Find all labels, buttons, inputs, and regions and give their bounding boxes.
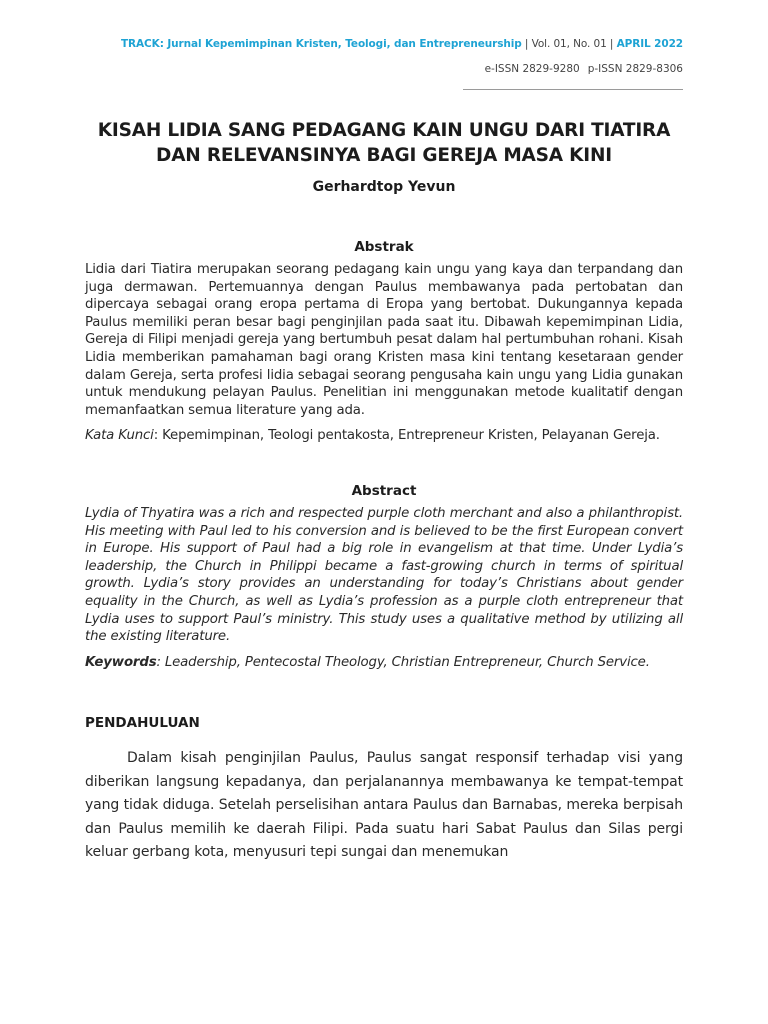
abstrak-keywords-label: Kata Kunci <box>85 428 154 444</box>
header-separator: | <box>524 38 529 50</box>
eissn: e-ISSN 2829-9280 <box>484 63 580 75</box>
abstract-keywords-label: Keywords <box>85 654 157 670</box>
abstract-keywords <box>85 654 683 672</box>
abstrak-heading: Abstrak <box>354 239 414 255</box>
abstrak-keywords <box>85 427 683 445</box>
journal-volume: Vol. 01, No. 01 <box>531 38 607 50</box>
issn-line <box>485 63 683 75</box>
article-content <box>85 118 683 865</box>
introduction-text: Dalam kisah penginjilan Paulus, Paulus sangat responsif terhadap visi yang diberikan langsung kepadanya, dan perjalanannya membawanya ke tempat-tempat yang tidak diduga. Setelah perselisihan antara Paulus dan Barnabas, mereka berpisah dan Paulus memilih ke daerah Filipi. Pada suatu hari Sabat Paulus dan Silas pergi keluar gerbang kota, menyusuri tepi sungai dan menemukan <box>85 750 683 861</box>
abstract-text: Lydia of Thyatira was a rich and respected purple cloth merchant and also a philanthropist. His meeting with Paul led to his conversion and is believed to be the first European convert in Europe. His support of Paul had a big role in evangelism at that time. Under Lydia’s leadership, the Church in Philippi became a fast-growing church in terms of spiritual growth. Lydia’s story provides an understanding for today’s Christians about gender equality in the Church, as well as Lydia’s profession as a purple cloth entrepreneur that Lydia uses to support Paul’s ministry. This study uses a qualitative method by utilizing all the existing literature. <box>85 505 683 645</box>
abstract-keywords-text: : Leadership, Pentecostal Theology, Christian Entrepreneur, Church Service. <box>156 654 650 670</box>
abstrak-text: Lidia dari Tiatira merupakan seorang pedagang kain ungu yang kaya dan terpandang dan juga dermawan. Pertemuannya dengan Paulus membawanya pada pertobatan dan dipercaya sebagai orang eropa pertama di Eropa yang bertobat. Dukungannya kepada Paulus memiliki peran besar bagi penginjilan pada saat itu. Dibawah kepemimpinan Lidia, Gereja di Filipi menjadi gereja yang bertumbuh pesat dalam hal pertumbuhan rohani. Kisah Lidia memberikan pamahaman bagi orang Kristen masa kini tentang kesetaraan gender dalam Gereja, serta profesi lidia sebagai seorang pengusaha kain ungu yang Lidia gunakan untuk mendukung pelayan Paulus. Penelitian ini menggunakan metode kualitatif dengan memanfaatkan semua literature yang ada. <box>85 262 683 418</box>
header-separator: | <box>609 38 614 50</box>
header-divider <box>463 89 683 90</box>
pissn: p-ISSN 2829-8306 <box>587 63 683 75</box>
journal-date: APRIL 2022 <box>616 38 683 50</box>
article-author: Gerhardtop Yevun <box>312 179 456 195</box>
article-title: KISAH LIDIA SANG PEDAGANG KAIN UNGU DARI TIATIRA DAN RELEVANSINYA BAGI GEREJA MASA KINI <box>97 120 671 166</box>
abstrak-keywords-text: : Kepemimpinan, Teologi pentakosta, Entrepreneur Kristen, Pelayanan Gereja. <box>153 428 660 444</box>
abstract-heading: Abstract <box>351 482 417 499</box>
journal-header-line <box>121 38 683 50</box>
introduction-heading: PENDAHULUAN <box>85 715 200 732</box>
journal-name: TRACK: Jurnal Kepemimpinan Kristen, Teologi, dan Entrepreneurship <box>120 38 522 50</box>
